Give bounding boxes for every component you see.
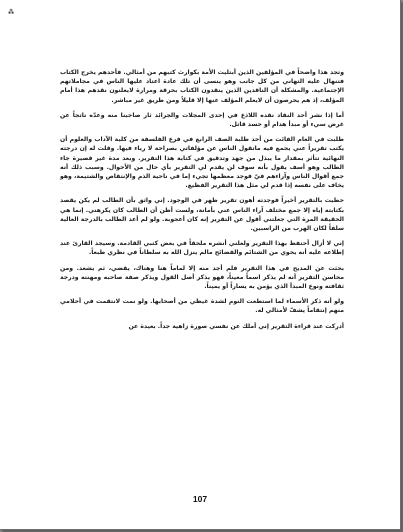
paragraph-4: حطيت بالتقرير أخيراً فوجدته أهون تقرير ظهر في الوجود. إني واثق بأن الطالب لم يكن يقصد بكتابته إياه إلا جمع مختلف آراء الناس عني بأمانة، ولست أظن أن الطالب كان يكرهني. إنما هي الحقيقة المرة التي جعلتني أقول عن التقرير إنه كان أعجوبة. ولو لم أعد الطالب بالدرجة العالية سلفاً لكان الهرب من الراسبين. (60, 197, 344, 233)
paragraph-7: ولو أنه ذكر الأسماء لما استطعت النوم لشدة غيظي من أصحابها. ولو نمت لانتقمت في أحلامي منهم إنتقاماً يشفّ لأمثالي له. (60, 298, 344, 315)
paragraph-3: طلبت في العام الفائت من أحد طلبة الصف الرابع في فرع الفلسفة من كلية الآداب والعلوم أن يكتب تقريراً عني يجمع فيه ماتقول الناس عن مؤلفاتي بصراحة لا رياء فيها. وقلت له إن درجته النهائية تتأثر بمقدار ما يبذل من جهد وتدقيق في كتابة هذا التقرير. وبعد مدة غير قصيرة جاء الطالب وهو أسف يقول بأنه سوف لن يقدم لي التقرير بأي حال من الأحوال. وسبب ذلك أنه جمع أقوال الناس وآراءهم فيّ فوجد معظمها تجيء إما في ناحية الذم والإنتقاص والشتيمة، وهو يخاف على نفسه إذا قدم لي مثل هذا التقرير الفظيع. (60, 136, 344, 190)
corner-mark: ⁂ (8, 9, 15, 16)
paragraph-1: وتجد هذا واضحاً في المؤلفين الذين أبتليت الأمة بكوارث كتبهم من أمثالي. فأحدهم يخرج الكتاب فتنهال عليه التهاني من كل جانب وهو ينسى أن تلك عادة اعتاد عليها الناس في مجاملاتهم الإجتماعية. والمشكلة أن الناقدين الذين ينقدون الكتاب بحرقة ومرارة لايعلنون نقدهم هذا أمام المؤلف، إذ هم يحرصون أن لايعلم المؤلف عنها إلا قليلاً ومن طريق غير مباشر. (60, 69, 344, 104)
paragraph-6: بحثت عن المديح في هذا التقرير فلم أجد منه إلا لماماً هنا وهناك، يقضي، ثم يشعد. ومن محاسن التقرير أنه لم يذكر اسماً معيناً، فهو يذكر أصل القول ويذكر صفة صاحبه ومهنته ودرجة ثقافته ونوع المبدأ الذي يؤمن به يساراً أو يميناً. (60, 264, 344, 291)
body-text (60, 68, 344, 337)
page-number: 107 (192, 494, 208, 504)
paragraph-5: إني لا أزال أحتفظ بهذا التقرير ولعلني أنشره ملحقاً في بعض كتبي القادمة. وسيجد القارئ عند إطلاعه عليه أنه يحوي من الشتائم والفضائح مالم ينزل الله به سلطاناً في نظري طبعاً. (60, 240, 344, 257)
paragraph-8: أدركت عند قراءة التقرير إني أملك عن نفسي صورة زاهية جداً. بعيدة عن (128, 322, 344, 330)
paragraph-2: أما إذا نشر أحد النقاد نقده اللاذع في إحدى المجلات والجرائد ثار صاحبنا منه وعدّه ناتجاً عن غرض سيء أو مبدأ هدام أو حسد قاتل. (60, 111, 344, 129)
